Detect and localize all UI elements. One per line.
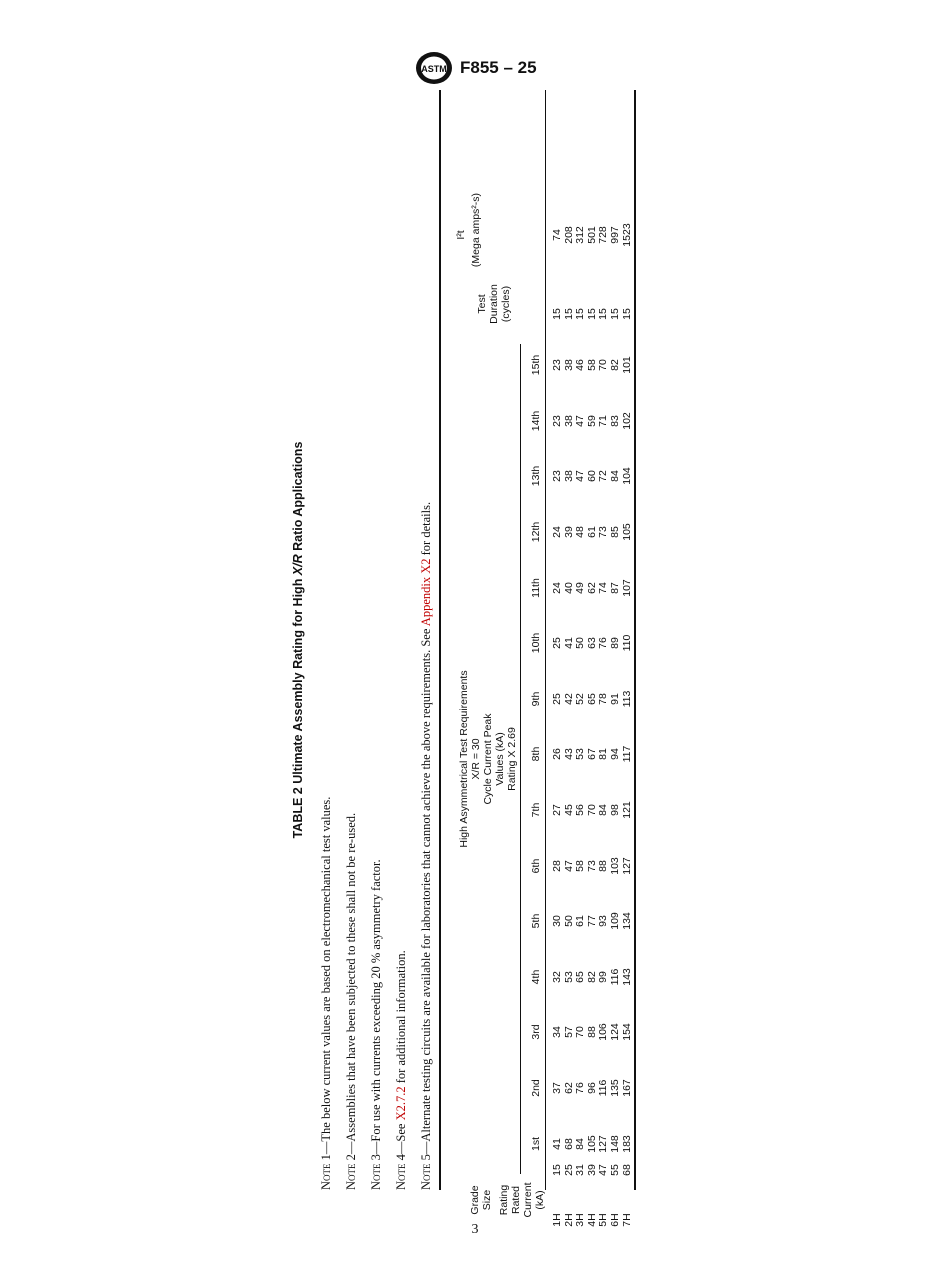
row-cycle-value: 103	[609, 857, 621, 875]
row-cycle-value: 61	[585, 526, 598, 538]
table-bottom-rule	[634, 90, 636, 1190]
row-cycle-value: 23	[551, 415, 563, 427]
rotated-table-block	[289, 90, 639, 1227]
table-top-rule	[439, 90, 441, 1190]
row-cycle-value: 109	[609, 912, 621, 930]
row-cycle-value: 74	[597, 582, 610, 594]
appendix-x2-link[interactable]: Appendix X2	[419, 558, 433, 627]
cycle-header: 13th	[530, 465, 542, 487]
row-grade: 1H	[551, 1213, 563, 1227]
test-duration-header: Test	[476, 294, 488, 314]
row-duration: 15	[609, 308, 621, 320]
cycle-header: 11th	[530, 578, 542, 598]
group-header: X/R = 30	[470, 738, 482, 780]
cycle-header: 7th	[530, 802, 542, 818]
group-header-rule	[520, 344, 521, 1174]
row-cycle-value: 50	[574, 637, 587, 649]
row-i2t: 312	[574, 226, 587, 244]
row-cycle-value: 87	[609, 582, 621, 594]
page-number: 3	[471, 1222, 479, 1237]
row-cycle-value: 24	[551, 526, 563, 538]
row-grade: 7H	[620, 1213, 633, 1227]
row-cycle-value: 46	[574, 359, 587, 371]
row-cycle-value: 116	[597, 1079, 610, 1097]
row-grade: 2H	[562, 1213, 575, 1227]
row-cycle-value: 72	[597, 470, 610, 482]
row-cycle-value: 113	[620, 690, 633, 708]
row-cycle-value: 40	[562, 582, 575, 594]
row-cycle-value: 38	[562, 415, 575, 427]
row-cycle-value: 76	[574, 1082, 587, 1094]
row-i2t: 501	[585, 226, 598, 244]
row-cycle-value: 53	[574, 748, 587, 760]
row-cycle-value: 71	[597, 415, 610, 427]
row-cycle-value: 62	[562, 1082, 575, 1094]
cycle-header: 3rd	[530, 1024, 542, 1040]
row-rating: 15	[551, 1164, 563, 1176]
rating-header: Current	[522, 1182, 534, 1218]
cycle-header: 10th	[530, 632, 542, 654]
row-cycle-value: 134	[620, 912, 633, 930]
row-grade: 6H	[609, 1213, 621, 1227]
row-cycle-value: 124	[609, 1023, 621, 1041]
cycle-header: 2nd	[530, 1079, 542, 1097]
row-cycle-value: 93	[597, 915, 610, 927]
row-cycle-value: 24	[551, 582, 563, 594]
row-cycle-value: 60	[585, 470, 598, 482]
row-cycle-value: 116	[609, 968, 621, 986]
row-duration: 15	[620, 308, 633, 320]
row-cycle-value: 101	[620, 356, 633, 374]
cycle-header: 15th	[530, 354, 542, 376]
group-header: Values (kA)	[494, 732, 506, 786]
note-5: Note 5—Alternate testing circuits are available for laboratories that cannot achieve the above requirements. See Appendix X2 for details.	[419, 501, 433, 1190]
row-cycle-value: 148	[609, 1135, 621, 1153]
row-cycle-value: 48	[574, 526, 587, 538]
row-cycle-value: 50	[562, 915, 575, 927]
row-cycle-value: 45	[562, 804, 575, 816]
row-cycle-value: 47	[562, 860, 575, 872]
group-header: Cycle Current Peak	[482, 713, 494, 805]
row-cycle-value: 68	[562, 1138, 575, 1150]
row-cycle-value: 42	[562, 693, 575, 705]
row-cycle-value: 47	[574, 415, 587, 427]
rating-table	[439, 90, 637, 1227]
row-rating: 31	[574, 1164, 587, 1176]
row-cycle-value: 34	[551, 1026, 563, 1038]
note-3: Note 3—For use with currents exceeding 20 % asymmetry factor.	[369, 859, 383, 1190]
page-header	[414, 50, 554, 86]
row-cycle-value: 56	[574, 804, 587, 816]
i2t-unit-header: (Mega amps²-s)	[470, 192, 482, 268]
grade-size-header: Size	[481, 1189, 493, 1211]
cycle-header: 4th	[530, 969, 542, 985]
row-cycle-value: 39	[562, 526, 575, 538]
i2t-header: I²t	[455, 230, 467, 240]
row-cycle-value: 102	[620, 412, 633, 430]
row-cycle-value: 67	[585, 748, 598, 760]
table-title: TABLE 2 Ultimate Assembly Rating for High X/R Ratio Applications	[291, 441, 305, 839]
cycle-header: 12th	[530, 521, 542, 543]
row-cycle-value: 84	[597, 804, 610, 816]
row-cycle-value: 88	[597, 860, 610, 872]
cycle-header: 5th	[530, 913, 542, 929]
row-cycle-value: 96	[585, 1082, 598, 1094]
row-cycle-value: 121	[620, 801, 633, 819]
row-cycle-value: 91	[609, 693, 621, 705]
row-cycle-value: 76	[597, 637, 610, 649]
row-cycle-value: 38	[562, 359, 575, 371]
row-cycle-value: 105	[620, 523, 633, 541]
row-rating: 47	[597, 1164, 610, 1176]
row-cycle-value: 62	[585, 582, 598, 594]
row-cycle-value: 99	[597, 971, 610, 983]
grade-size-header: Grade	[469, 1185, 481, 1215]
row-cycle-value: 107	[620, 579, 633, 597]
cycle-header: 6th	[530, 858, 542, 874]
row-grade: 3H	[574, 1213, 587, 1227]
row-duration: 15	[574, 308, 587, 320]
row-cycle-value: 23	[551, 470, 563, 482]
note-1: Note 1—The below current values are based on electromechanical test values.	[319, 796, 333, 1190]
row-cycle-value: 81	[597, 748, 610, 760]
row-cycle-value: 47	[574, 470, 587, 482]
row-cycle-value: 38	[562, 470, 575, 482]
rating-header: Rating	[498, 1184, 510, 1216]
row-cycle-value: 88	[585, 1026, 598, 1038]
row-cycle-value: 154	[620, 1023, 633, 1041]
row-cycle-value: 110	[620, 634, 633, 652]
row-grade: 4H	[585, 1213, 598, 1227]
row-cycle-value: 70	[585, 804, 598, 816]
note-4: Note 4—See X2.7.2 for additional information.	[394, 950, 408, 1190]
svg-text:ASTM: ASTM	[421, 64, 447, 74]
x2-7-2-link[interactable]: X2.7.2	[394, 1086, 408, 1121]
row-rating: 39	[585, 1164, 598, 1176]
row-cycle-value: 85	[609, 526, 621, 538]
group-header: High Asymmetrical Test Requirements	[458, 670, 470, 848]
row-cycle-value: 43	[562, 748, 575, 760]
row-cycle-value: 26	[551, 748, 563, 760]
row-cycle-value: 73	[585, 860, 598, 872]
row-cycle-value: 84	[609, 470, 621, 482]
row-cycle-value: 78	[597, 693, 610, 705]
row-cycle-value: 105	[585, 1135, 598, 1153]
row-cycle-value: 37	[551, 1082, 563, 1094]
row-cycle-value: 41	[551, 1138, 563, 1150]
row-cycle-value: 89	[609, 637, 621, 649]
row-cycle-value: 57	[562, 1026, 575, 1038]
row-i2t: 728	[597, 226, 610, 244]
row-cycle-value: 84	[574, 1138, 587, 1150]
row-duration: 15	[562, 308, 575, 320]
row-i2t: 208	[562, 226, 575, 244]
row-cycle-value: 53	[562, 971, 575, 983]
row-cycle-value: 70	[597, 359, 610, 371]
row-cycle-value: 59	[585, 415, 598, 427]
row-i2t: 1523	[620, 223, 633, 247]
row-cycle-value: 27	[551, 804, 563, 816]
note-2: Note 2—Assemblies that have been subjected to these shall not be re-used.	[344, 812, 358, 1190]
row-cycle-value: 25	[551, 693, 563, 705]
row-cycle-value: 117	[620, 745, 633, 763]
astm-logo-icon	[414, 50, 454, 86]
rating-header: (kA)	[534, 1190, 546, 1210]
cycle-header: 1st	[530, 1137, 542, 1152]
table-header-rule	[545, 90, 546, 1190]
row-cycle-value: 65	[585, 693, 598, 705]
row-cycle-value: 70	[574, 1026, 587, 1038]
row-cycle-value: 28	[551, 860, 563, 872]
row-cycle-value: 58	[585, 359, 598, 371]
cycle-header: 8th	[530, 746, 542, 762]
row-i2t: 997	[609, 226, 621, 244]
row-cycle-value: 49	[574, 582, 587, 594]
row-i2t: 74	[551, 229, 563, 241]
row-cycle-value: 41	[562, 637, 575, 649]
group-header: Rating X 2.69	[506, 727, 518, 791]
cycle-header: 9th	[530, 691, 542, 707]
cycle-header: 14th	[530, 410, 542, 432]
row-cycle-value: 25	[551, 637, 563, 649]
row-duration: 15	[585, 308, 598, 320]
row-cycle-value: 61	[574, 915, 587, 927]
row-rating: 25	[562, 1164, 575, 1176]
row-cycle-value: 167	[620, 1079, 633, 1097]
row-duration: 15	[551, 308, 563, 320]
row-cycle-value: 83	[609, 415, 621, 427]
row-cycle-value: 135	[609, 1079, 621, 1097]
test-duration-header: Duration	[488, 284, 500, 324]
rating-header: Rated	[510, 1185, 522, 1215]
row-cycle-value: 63	[585, 637, 598, 649]
row-cycle-value: 143	[620, 968, 633, 986]
row-cycle-value: 106	[597, 1023, 610, 1041]
row-cycle-value: 127	[597, 1135, 610, 1153]
row-cycle-value: 30	[551, 915, 563, 927]
row-cycle-value: 65	[574, 971, 587, 983]
row-grade: 5H	[597, 1213, 610, 1227]
row-cycle-value: 127	[620, 857, 633, 875]
row-cycle-value: 77	[585, 915, 598, 927]
standard-designation: F855 – 25	[460, 58, 537, 77]
row-cycle-value: 52	[574, 693, 587, 705]
test-duration-header: (cycles)	[500, 285, 512, 323]
row-duration: 15	[597, 308, 610, 320]
row-cycle-value: 183	[620, 1135, 633, 1153]
row-cycle-value: 58	[574, 860, 587, 872]
row-cycle-value: 23	[551, 359, 563, 371]
row-cycle-value: 82	[609, 359, 621, 371]
row-cycle-value: 73	[597, 526, 610, 538]
row-cycle-value: 104	[620, 467, 633, 485]
row-cycle-value: 98	[609, 804, 621, 816]
row-cycle-value: 82	[585, 971, 598, 983]
row-cycle-value: 94	[609, 748, 621, 760]
row-rating: 68	[620, 1164, 633, 1176]
row-cycle-value: 32	[551, 971, 563, 983]
row-rating: 55	[609, 1164, 621, 1176]
